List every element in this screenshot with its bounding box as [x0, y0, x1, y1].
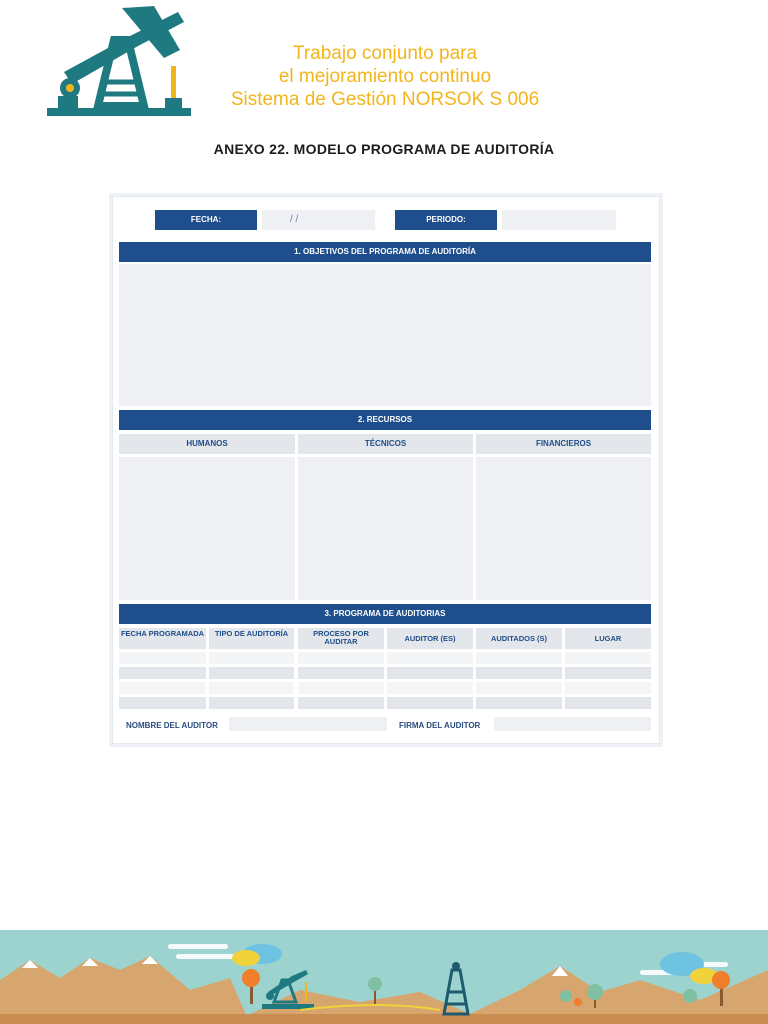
program-table-cell[interactable]	[209, 652, 294, 664]
fecha-label-text: FECHA:	[190, 215, 222, 224]
program-table-cell[interactable]	[387, 652, 473, 664]
program-table-cell[interactable]	[119, 652, 206, 664]
program-table-cell[interactable]	[387, 682, 473, 694]
resources-col-tecnicos: TÉCNICOS	[298, 434, 473, 454]
program-table-cell[interactable]	[387, 667, 473, 679]
program-table-cell[interactable]	[565, 697, 651, 709]
resources-col-humanos: HUMANOS	[119, 434, 295, 454]
program-table-cell[interactable]	[476, 682, 562, 694]
program-col-proceso: PROCESO POR AUDITAR	[298, 628, 384, 649]
tecnicos-textarea[interactable]	[298, 457, 473, 600]
program-table-cell[interactable]	[298, 697, 384, 709]
auditor-name-label: NOMBRE DEL AUDITOR	[126, 721, 218, 730]
fecha-input[interactable]: / /	[262, 210, 375, 230]
oil-pumpjack-icon	[44, 6, 194, 120]
fecha-label	[155, 210, 257, 230]
header-line-2: el mejoramiento continuo	[278, 66, 492, 87]
program-table-cell[interactable]	[209, 682, 294, 694]
program-table-cell[interactable]	[119, 667, 206, 679]
objectives-textarea[interactable]	[119, 264, 651, 406]
program-table-cell[interactable]	[476, 652, 562, 664]
program-table-cell[interactable]	[209, 697, 294, 709]
program-col-auditados: AUDITADOS (S)	[476, 628, 562, 649]
program-table-cell[interactable]	[476, 667, 562, 679]
program-col-auditor: AUDITOR (ES)	[387, 628, 473, 649]
periodo-label	[395, 210, 497, 230]
periodo-input[interactable]	[502, 210, 616, 230]
program-table-cell[interactable]	[209, 667, 294, 679]
program-table-cell[interactable]	[387, 697, 473, 709]
auditor-name-input[interactable]	[229, 717, 387, 731]
section-2-header: 2. RECURSOS	[119, 410, 651, 430]
section-3-header: 3. PROGRAMA DE AUDITORIAS	[119, 604, 651, 624]
program-table-cell[interactable]	[298, 682, 384, 694]
section-1-header: 1. OBJETIVOS DEL PROGRAMA DE AUDITORÍA	[119, 242, 651, 262]
landscape-illustration-icon	[0, 930, 768, 1024]
program-table-cell[interactable]	[119, 682, 206, 694]
program-table-cell[interactable]	[298, 667, 384, 679]
financieros-textarea[interactable]	[476, 457, 651, 600]
program-table-cell[interactable]	[565, 682, 651, 694]
auditor-signature-label: FIRMA DEL AUDITOR	[399, 721, 481, 730]
program-col-tipo: TIPO DE AUDITORÍA	[209, 628, 294, 649]
program-table-cell[interactable]	[476, 697, 562, 709]
auditor-signature-input[interactable]	[494, 717, 651, 731]
program-col-fecha: FECHA PROGRAMADA	[119, 628, 206, 649]
header-line-1: Trabajo conjunto para	[292, 43, 478, 64]
program-table-cell[interactable]	[298, 652, 384, 664]
program-table-cell[interactable]	[119, 697, 206, 709]
document-title: ANEXO 22. MODELO PROGRAMA DE AUDITORÍA	[213, 141, 555, 157]
header-line-3: Sistema de Gestión NORSOK S 006	[230, 89, 540, 110]
humanos-textarea[interactable]	[119, 457, 295, 600]
program-col-lugar: LUGAR	[565, 628, 651, 649]
program-table-cell[interactable]	[565, 652, 651, 664]
program-table-cell[interactable]	[565, 667, 651, 679]
audit-program-form	[112, 196, 660, 744]
periodo-label-text: PERIODO:	[426, 215, 466, 224]
resources-col-financieros: FINANCIEROS	[476, 434, 651, 454]
